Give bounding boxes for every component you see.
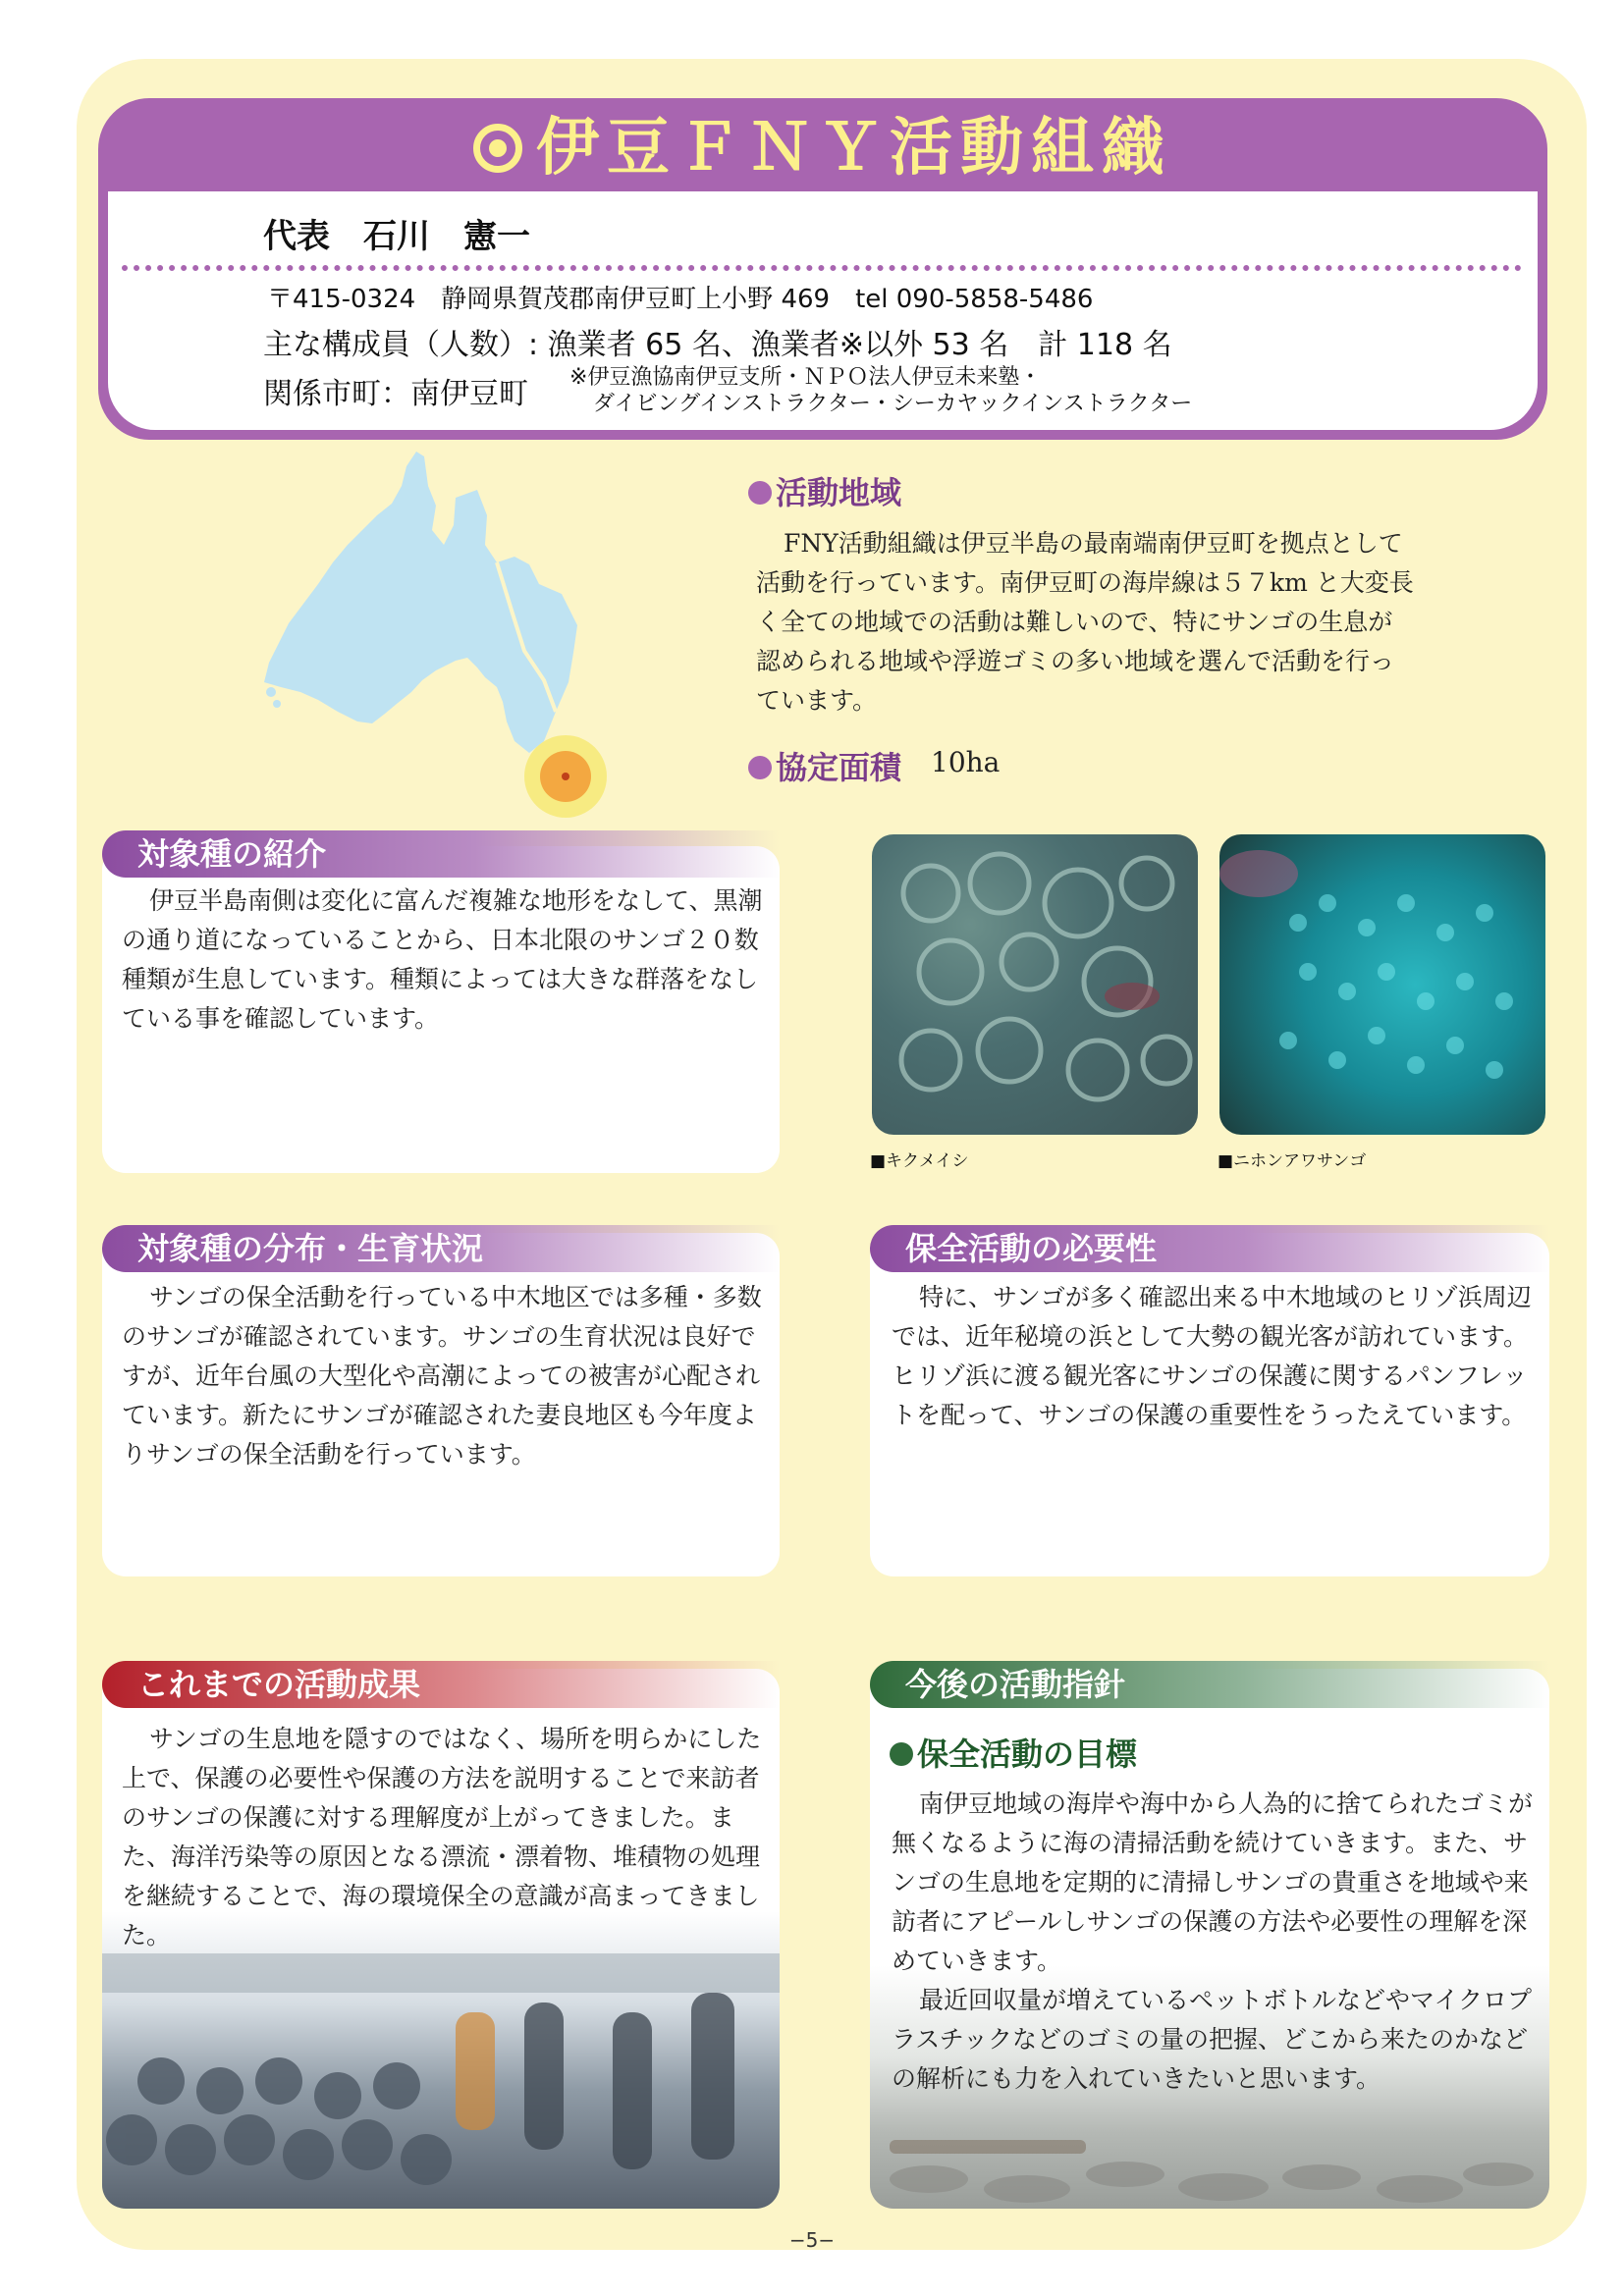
shizuoka-map — [249, 447, 662, 829]
area-text: FNY活動組織は伊豆半島の最南端南伊豆町を拠点として活動を行っています。南伊豆町の海岸線は５７km と大変長く全ての地域での活動は難しいので、特にサンゴの生息が認められる地域や浮遊ゴミの多い地域を選んで活動を行っています。 — [756, 529, 1414, 715]
address: 〒415-0324 静岡県賀茂郡南伊豆町上小野 469 tel 090-5858-5486 — [267, 285, 1094, 314]
necessity-text: 特に、サンゴが多く確認出来る中木地域のヒリゾ浜周辺では、近年秘境の浜として大勢の観光客が訪れています。ヒリゾ浜に渡る観光客にサンゴの保護に関するパンフレットを配って、サンゴの保護の重要性をうったえています。 — [892, 1283, 1532, 1429]
island — [266, 687, 276, 697]
necessity-heading: 保全活動の必要性 — [870, 1225, 1549, 1272]
kikumeishi-photo — [872, 834, 1198, 1135]
coral-pattern — [1219, 834, 1545, 1135]
agreement-area-heading — [748, 743, 901, 788]
page-title — [98, 104, 1547, 192]
related-organizations — [569, 364, 1192, 417]
agreement-area-heading-text: 協定面積 — [776, 749, 902, 786]
members-count: 主な構成員（人数）: 漁業者 65 名、漁業者※以外 53 名 計 118 名 — [263, 328, 1172, 362]
species-text: 伊豆半島南側は変化に富んだ複雑な地形をなして、黒潮の通り道になっていることから、日本北限のサンゴ２０数種類が生息しています。種類によっては大きな群落をなしている事を確認しています。 — [122, 886, 763, 1033]
future-subheading — [890, 1730, 1137, 1775]
area-heading — [748, 468, 901, 513]
coral-pattern — [872, 834, 1198, 1135]
page-number: −5− — [788, 2228, 836, 2252]
bullet-icon — [748, 756, 772, 779]
future-heading: 今後の活動指針 — [870, 1661, 1549, 1708]
related-line-1: ※伊豆漁協南伊豆支所・ＮＰＯ法人伊豆未来塾・ — [569, 365, 1042, 390]
results-text: サンゴの生息地を隠すのではなく、場所を明らかにした上で、保護の必要性や保護の方法を説明することで来訪者のサンゴの保護に対する理解度が上がってきました。また、海洋汚染等の原因となる漂流・漂着物、堆積物の処理を継続することで、海の環境保全の意識が高まってきました。 — [122, 1725, 762, 1949]
results-heading: これまでの活動成果 — [102, 1661, 780, 1708]
related-city: 関係市町：南伊豆町 — [263, 377, 528, 411]
representative: 代表 石川 憲一 — [263, 217, 530, 256]
area-heading-text: 活動地域 — [776, 474, 902, 511]
dotted-divider — [122, 265, 1522, 271]
agreement-area-value: 10ha — [931, 746, 1001, 778]
related-line-2: ダイビングインストラクター・シーカヤックインストラクター — [593, 392, 1193, 416]
land-area — [264, 452, 577, 753]
distribution-text: サンゴの保全活動を行っている中木地区では多種・多数のサンゴが確認されています。サンゴの生育状況は良好ですが、近年台風の大型化や高潮によっての被害が心配されています。新たにサンゴが確認された妻良地区も今年度よりサンゴの保全活動を行っています。 — [122, 1283, 762, 1468]
bullseye-icon — [473, 124, 522, 173]
island — [273, 700, 281, 708]
species-heading: 対象種の紹介 — [102, 830, 780, 878]
photo-caption-1: ■キクメイシ — [870, 1151, 969, 1171]
bullet-icon — [890, 1742, 913, 1766]
photo-caption-2: ■ニホンアワサンゴ — [1218, 1151, 1367, 1171]
activity-point — [562, 773, 569, 780]
nihonawasango-photo — [1219, 834, 1545, 1135]
future-text-1: 南伊豆地域の海岸や海中から人為的に捨てられたゴミが無くなるように海の清掃活動を続けていきます。また、サンゴの生息地を定期的に清掃しサンゴの貴重さを地域や来訪者にアピールしサンゴの保護の方法や必要性の理解を深めていきます。 — [892, 1789, 1534, 1975]
distribution-heading: 対象種の分布・生育状況 — [102, 1225, 780, 1272]
future-subheading-text: 保全活動の目標 — [917, 1735, 1138, 1773]
bullet-icon — [748, 481, 772, 505]
page-title-text: 伊豆ＦＮＹ活動組織 — [536, 112, 1172, 185]
future-text-2: 最近回収量が増えているペットボトルなどやマイクロプラスチックなどのゴミの量の把握、どこから来たのかなどの解析にも力を入れていきたいと思います。 — [892, 1986, 1533, 2093]
